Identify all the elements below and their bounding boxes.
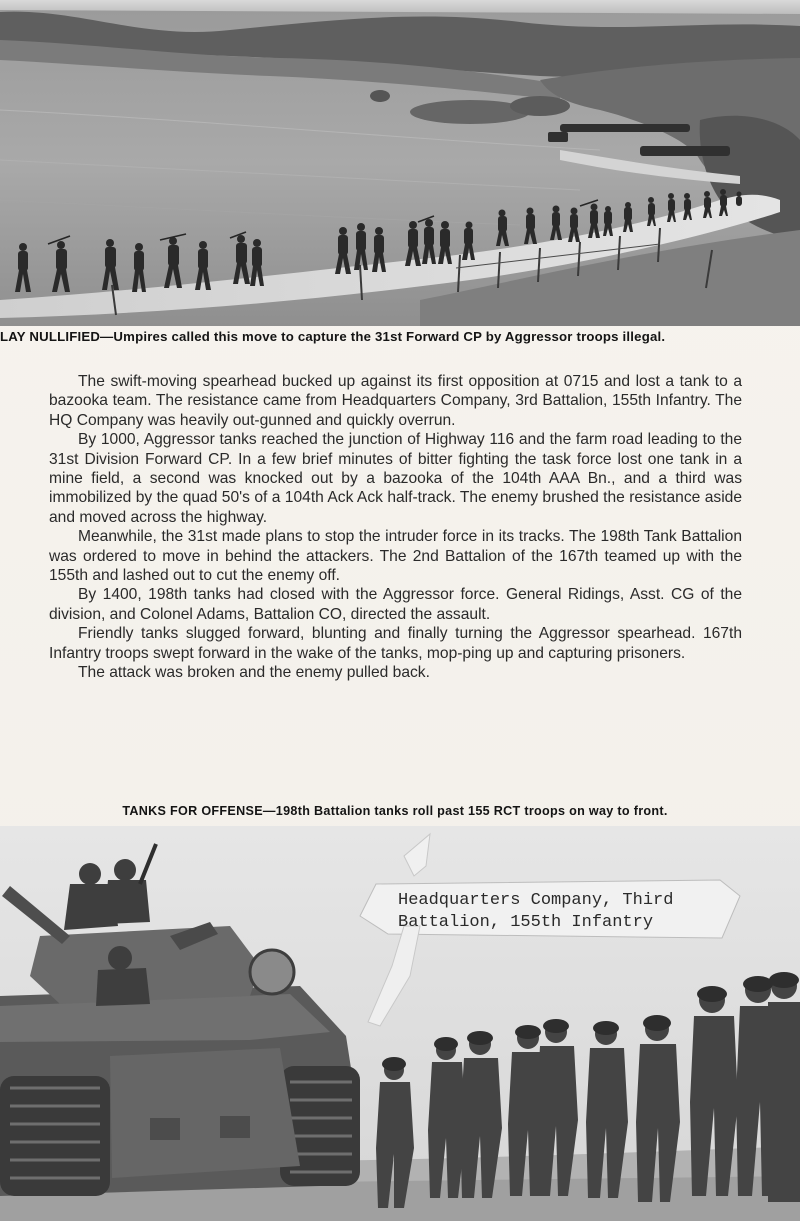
banner-line-2: Battalion, 155th Infantry <box>398 913 654 932</box>
top-photo-troops-marching <box>0 0 800 326</box>
article-paragraph: Friendly tanks slugged forward, blunting and finally turning the Aggressor spearhead. 167th Infantry troops swept forward in the wake of the tanks, mop-ping up and capturing prisoners. <box>49 625 742 662</box>
bottom-photo-caption <box>0 804 800 818</box>
article-paragraph: Meanwhile, the 31st made plans to stop the intruder force in its tracks. The 198th Tank Battalion was ordered to move in behind the attackers. The 2nd Battalion of the 167th teamed up with the 155th and lashed out to cut the enemy off. <box>49 528 742 585</box>
top-photo-caption: LAY NULLIFIED—Umpires called this move to capture the 31st Forward CP by Aggressor troops illegal. <box>0 329 666 344</box>
banner-line-1: Headquarters Company, Third <box>398 891 674 910</box>
article-paragraph: By 1000, Aggressor tanks reached the junction of Highway 116 and the farm road leading to the 31st Division Forward CP. In a few brief minutes of bitter fighting the task force lost one tank in a mine field, a second was knocked out by a bazooka of the 104th AAA Bn., and a third was immobilized by the quad 50's of a 104th Ack Ack half-track. The enemy brushed the resistance aside and moved across the highway. <box>49 431 742 526</box>
troops-marching-photo-icon <box>0 0 800 326</box>
article-paragraph: The swift-moving spearhead bucked up against its first opposition at 0715 and lost a tank to a bazooka team. The resistance came from Headquarters Company, 3rd Battalion, 155th Infantry. The HQ Company was heavily out-gunned and quickly overrun. <box>49 373 742 429</box>
article-paragraph: By 1400, 198th tanks had closed with the Aggressor force. General Ridings, Asst. CG of the division, and Colonel Adams, Battalion CO, directed the assault. <box>49 586 742 623</box>
bottom-caption-text: TANKS FOR OFFENSE—198th Battalion tanks roll past 155 RCT troops on way to front. <box>122 804 668 818</box>
article-paragraph: The attack was broken and the enemy pulled back. <box>78 664 430 682</box>
article-body <box>49 372 742 683</box>
hq-company-banner <box>393 884 733 950</box>
